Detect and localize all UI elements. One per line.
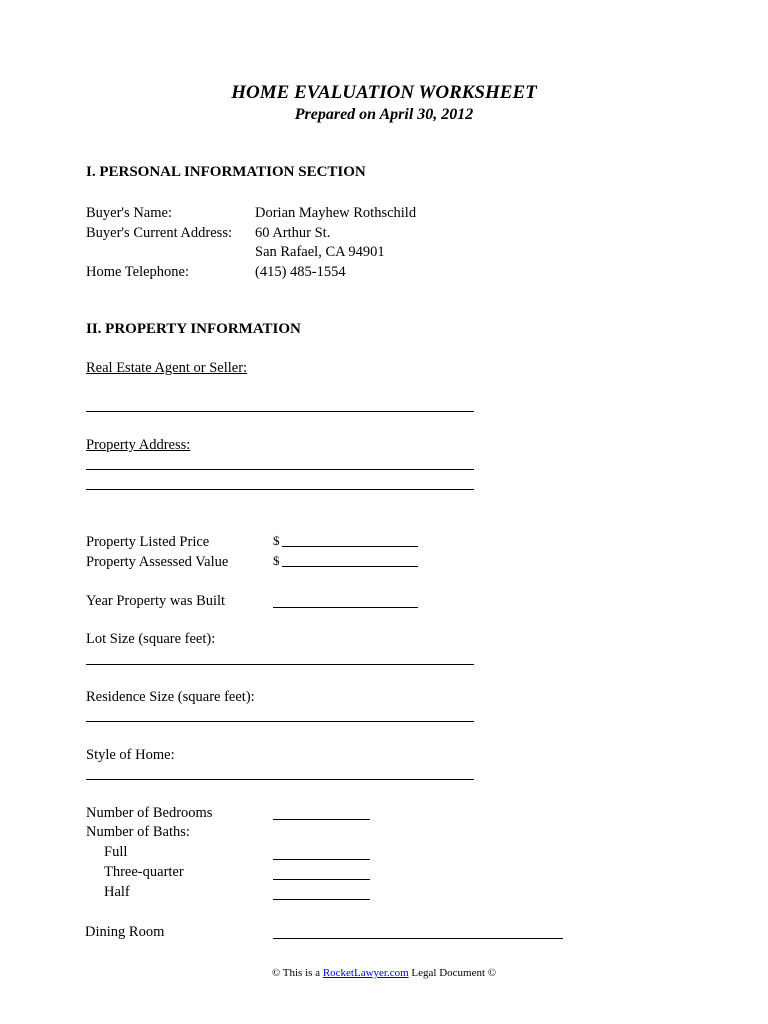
home-telephone-label: Home Telephone: — [86, 264, 190, 280]
lot-size-label: Lot Size (square feet): — [86, 631, 216, 647]
year-built-label: Year Property was Built — [86, 593, 226, 609]
buyer-address-line1: 60 Arthur St. — [255, 225, 331, 241]
bath-half-field[interactable] — [273, 899, 370, 900]
bath-three-quarter-label: Three-quarter — [104, 864, 184, 880]
bath-half-label: Half — [104, 884, 130, 900]
rocketlawyer-link[interactable]: RocketLawyer.com — [322, 967, 409, 979]
agent-seller-label: Real Estate Agent or Seller: — [86, 360, 248, 376]
listed-price-field[interactable] — [282, 546, 418, 547]
property-address-label: Property Address: — [86, 437, 191, 453]
home-telephone-value: (415) 485-1554 — [255, 264, 346, 280]
dining-room-field[interactable] — [273, 938, 563, 939]
assessed-value-field[interactable] — [282, 566, 418, 567]
buyer-name-label: Buyer's Name: — [86, 205, 172, 221]
agent-seller-field[interactable] — [86, 411, 474, 412]
document-title: HOME EVALUATION WORKSHEET — [231, 82, 537, 103]
bath-three-quarter-field[interactable] — [273, 879, 370, 880]
residence-size-field[interactable] — [86, 721, 474, 722]
listed-price-currency: $ — [273, 533, 280, 548]
bedrooms-field[interactable] — [273, 819, 370, 820]
lot-size-field[interactable] — [86, 664, 474, 665]
residence-size-label: Residence Size (square feet): — [86, 689, 255, 705]
footer-suffix: Legal Document © — [408, 967, 497, 979]
bath-full-field[interactable] — [273, 859, 370, 860]
style-of-home-label: Style of Home: — [86, 747, 175, 763]
buyer-name-value: Dorian Mayhew Rothschild — [255, 205, 417, 221]
baths-label: Number of Baths: — [86, 824, 190, 840]
document-subtitle: Prepared on April 30, 2012 — [294, 106, 474, 123]
dining-room-label: Dining Room — [85, 924, 165, 940]
buyer-address-line2: San Rafael, CA 94901 — [255, 244, 385, 260]
property-section-heading: II. PROPERTY INFORMATION — [86, 321, 301, 337]
bath-full-label: Full — [104, 844, 128, 860]
footer-prefix: © This is a — [271, 967, 323, 979]
property-address-field-line2[interactable] — [86, 489, 474, 490]
buyer-address-label: Buyer's Current Address: — [86, 225, 232, 241]
assessed-value-currency: $ — [273, 553, 280, 568]
assessed-value-label: Property Assessed Value — [86, 554, 229, 570]
style-of-home-field[interactable] — [86, 779, 474, 780]
listed-price-label: Property Listed Price — [86, 534, 210, 550]
year-built-field[interactable] — [273, 607, 418, 608]
property-address-field-line1[interactable] — [86, 469, 474, 470]
personal-section-heading: I. PERSONAL INFORMATION SECTION — [86, 164, 366, 180]
footer-notice — [0, 967, 768, 979]
bedrooms-label: Number of Bedrooms — [86, 805, 213, 821]
